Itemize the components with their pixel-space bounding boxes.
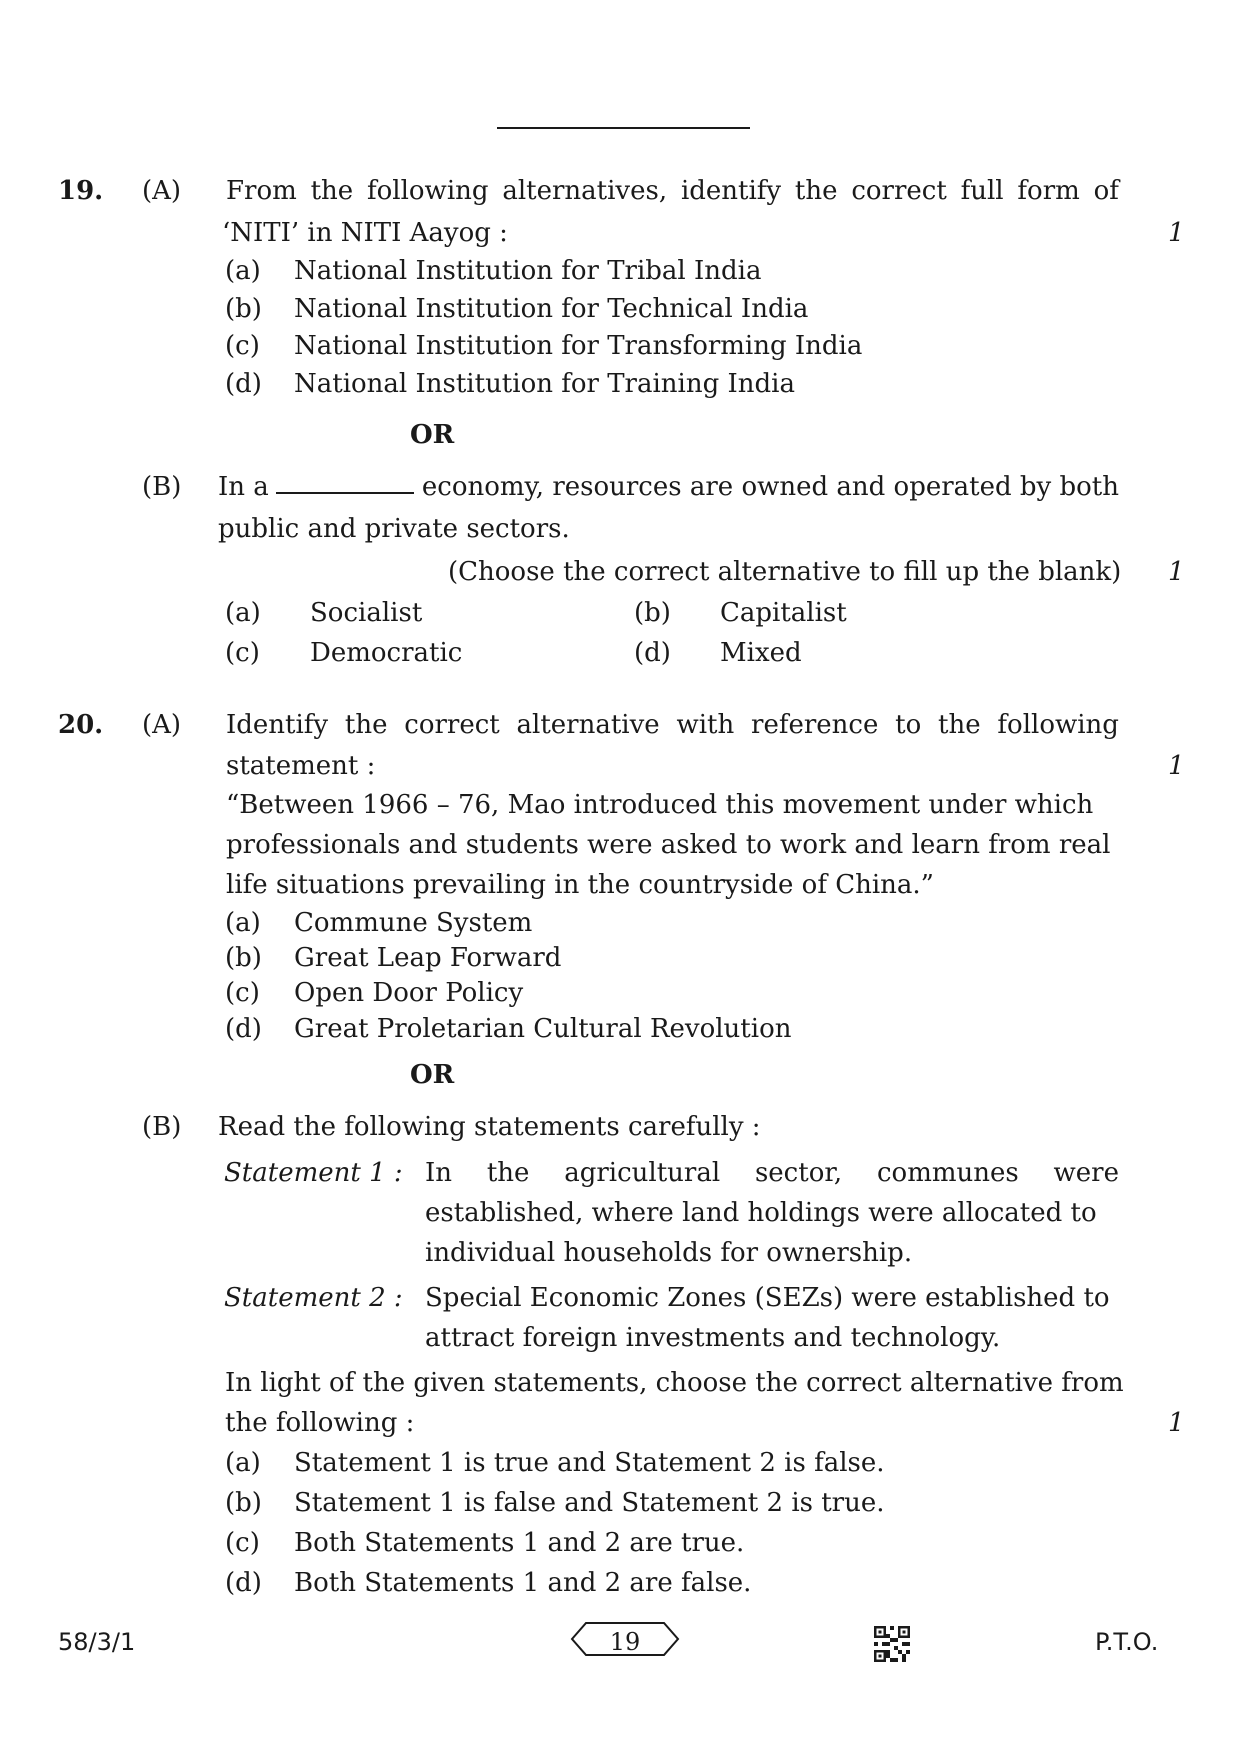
question-number-19: 19. bbox=[58, 176, 104, 206]
q19a-option-text-c: National Institution for Transforming India bbox=[294, 331, 863, 361]
q19a-option-label-d: (d) bbox=[225, 369, 262, 399]
word: with bbox=[676, 710, 735, 740]
statement-2-label: Statement 2 : bbox=[224, 1283, 403, 1313]
q20b-option-label-a: (a) bbox=[225, 1448, 261, 1478]
word: In bbox=[425, 1158, 453, 1188]
q20a-quote-line2: professionals and students were asked to work and learn from real bbox=[226, 830, 1111, 860]
q19b-instruction: (Choose the correct alternative to fill up the blank) bbox=[448, 557, 1122, 587]
statement-1-line1 bbox=[425, 1160, 1119, 1186]
word: the bbox=[486, 1158, 530, 1188]
q20-part-a-tag: (A) bbox=[142, 710, 182, 740]
q20b-option-label-d: (d) bbox=[225, 1568, 262, 1598]
q20a-stem-line2: statement : bbox=[226, 751, 376, 781]
word: communes bbox=[876, 1158, 1019, 1188]
statement-1-label: Statement 1 : bbox=[224, 1158, 403, 1188]
q20b-option-label-b: (b) bbox=[225, 1488, 262, 1518]
statement-2-line1: Special Economic Zones (SEZs) were established to bbox=[425, 1283, 1110, 1313]
q19b-option-text-d: Mixed bbox=[720, 638, 802, 668]
q20a-option-text-c: Open Door Policy bbox=[294, 978, 524, 1008]
word: the bbox=[938, 710, 981, 740]
q19a-marks: 1 bbox=[1168, 218, 1185, 248]
q19b-option-text-b: Capitalist bbox=[720, 598, 847, 628]
word: form bbox=[1017, 176, 1080, 206]
q19b-stem-start: In a bbox=[218, 472, 269, 502]
q19b-stem-line2: public and private sectors. bbox=[218, 514, 570, 544]
q20b-option-text-c: Both Statements 1 and 2 are true. bbox=[294, 1528, 745, 1558]
q19a-stem-line1 bbox=[226, 178, 1119, 204]
q19b-stem-end: economy, resources are owned and operated by both bbox=[421, 472, 1119, 502]
q20a-option-label-b: (b) bbox=[225, 943, 262, 973]
paper-code: 58/3/1 bbox=[58, 1628, 136, 1656]
q20a-option-label-c: (c) bbox=[225, 978, 260, 1008]
q20a-option-label-d: (d) bbox=[225, 1014, 262, 1044]
q20b-option-label-c: (c) bbox=[225, 1528, 260, 1558]
q19a-option-text-a: National Institution for Tribal India bbox=[294, 256, 762, 286]
q20-part-b-tag: (B) bbox=[142, 1112, 182, 1142]
top-rule bbox=[497, 127, 750, 129]
word: of bbox=[1093, 176, 1119, 206]
q19-part-a-tag: (A) bbox=[142, 176, 182, 206]
word: reference bbox=[751, 710, 879, 740]
word: correct bbox=[851, 176, 947, 206]
word: identify bbox=[680, 176, 782, 206]
fill-in-blank bbox=[276, 474, 414, 494]
word: the bbox=[794, 176, 838, 206]
please-turn-over: P.T.O. bbox=[1095, 1628, 1159, 1656]
word: Identify bbox=[226, 710, 329, 740]
q19b-option-text-a: Socialist bbox=[310, 598, 423, 628]
q20a-option-label-a: (a) bbox=[225, 908, 261, 938]
q19a-option-label-a: (a) bbox=[225, 256, 261, 286]
word: to bbox=[895, 710, 922, 740]
q19b-marks: 1 bbox=[1168, 557, 1185, 587]
q19a-option-label-b: (b) bbox=[225, 294, 262, 324]
word: following bbox=[367, 176, 489, 206]
q19-or-divider: OR bbox=[410, 420, 455, 450]
q20b-option-text-a: Statement 1 is true and Statement 2 is false. bbox=[294, 1448, 885, 1478]
word: correct bbox=[404, 710, 500, 740]
word: were bbox=[1053, 1158, 1119, 1188]
qr-code-icon bbox=[874, 1626, 910, 1662]
q20b-ask-line1: In light of the given statements, choose the correct alternative from bbox=[225, 1368, 1124, 1398]
q20a-option-text-a: Commune System bbox=[294, 908, 533, 938]
word: agricultural bbox=[564, 1158, 721, 1188]
q20a-option-text-b: Great Leap Forward bbox=[294, 943, 562, 973]
q20a-quote-line1: “Between 1966 – 76, Mao introduced this movement under which bbox=[226, 790, 1094, 820]
q20b-intro: Read the following statements carefully : bbox=[218, 1112, 761, 1142]
q19-part-b-tag: (B) bbox=[142, 472, 182, 502]
q19b-option-label-c: (c) bbox=[225, 638, 260, 668]
word: the bbox=[344, 710, 388, 740]
question-number-20: 20. bbox=[58, 710, 104, 740]
statement-1-line3: individual households for ownership. bbox=[425, 1238, 913, 1268]
q19b-option-label-d: (d) bbox=[634, 638, 671, 668]
statement-2-line2: attract foreign investments and technology. bbox=[425, 1323, 1001, 1353]
word: full bbox=[960, 176, 1004, 206]
q20a-option-text-d: Great Proletarian Cultural Revolution bbox=[294, 1014, 792, 1044]
q20a-marks: 1 bbox=[1168, 751, 1185, 781]
word: sector, bbox=[754, 1158, 843, 1188]
word: following bbox=[997, 710, 1119, 740]
word: From bbox=[226, 176, 297, 206]
q19b-option-label-a: (a) bbox=[225, 598, 261, 628]
q19a-option-label-c: (c) bbox=[225, 331, 260, 361]
q19b-option-label-b: (b) bbox=[634, 598, 671, 628]
q20b-marks: 1 bbox=[1168, 1408, 1185, 1438]
q20a-stem-line1 bbox=[226, 712, 1119, 738]
q20b-ask-line2: the following : bbox=[225, 1408, 415, 1438]
q20b-option-text-b: Statement 1 is false and Statement 2 is true. bbox=[294, 1488, 885, 1518]
q20a-quote-line3: life situations prevailing in the countryside of China.” bbox=[226, 870, 934, 900]
word: alternative bbox=[516, 710, 660, 740]
q20b-option-text-d: Both Statements 1 and 2 are false. bbox=[294, 1568, 752, 1598]
page-number: 19 bbox=[609, 1628, 641, 1656]
page-number-badge bbox=[570, 1620, 680, 1658]
statement-1-line2: established, where land holdings were allocated to bbox=[425, 1198, 1097, 1228]
q20-or-divider: OR bbox=[410, 1060, 455, 1090]
q19b-stem-line1 bbox=[218, 474, 1119, 500]
q19b-option-text-c: Democratic bbox=[310, 638, 463, 668]
q19a-option-text-b: National Institution for Technical India bbox=[294, 294, 809, 324]
q19a-option-text-d: National Institution for Training India bbox=[294, 369, 795, 399]
word: alternatives, bbox=[502, 176, 668, 206]
q19a-stem-line2: ‘NITI’ in NITI Aayog : bbox=[222, 218, 508, 248]
word: the bbox=[310, 176, 354, 206]
